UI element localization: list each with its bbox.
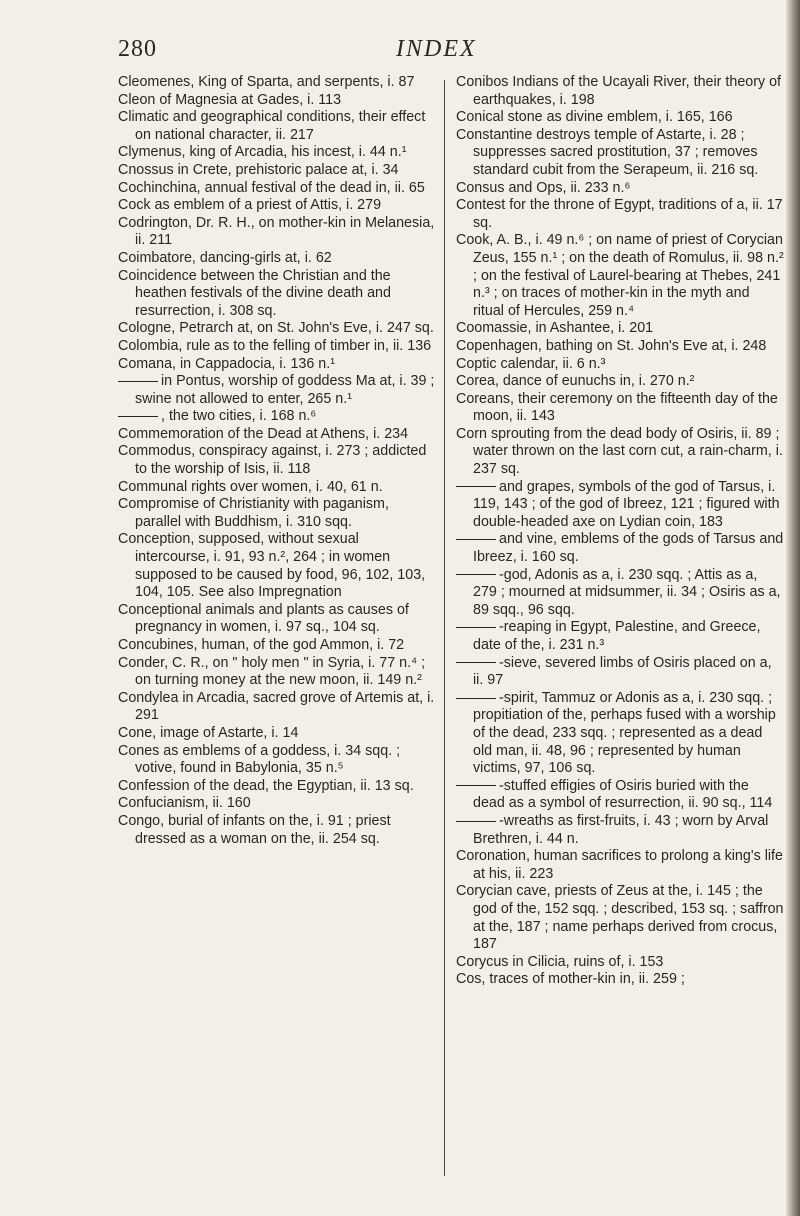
index-entry-text: Constantine destroys temple of Astarte, i. 28 ; suppresses sacred prostitution, 37 ; removes standard cubit from the Serapeum, ii. 216 sq. [456, 126, 759, 178]
index-entry [456, 109, 784, 127]
index-entry-text: Conical stone as divine emblem, i. 165, 166 [456, 109, 733, 126]
index-entry-text: Cock as emblem of a priest of Attis, i. 279 [118, 197, 382, 214]
index-entry-text: Corycus in Cilicia, ruins of, i. 153 [456, 953, 664, 970]
index-entry-text: -reaping in Egypt, Palestine, and Greece, date of the, i. 231 n.³ [473, 619, 761, 653]
index-entry-text: Congo, burial of infants on the, i. 91 ; priest dressed as a woman on the, ii. 254 sq. [118, 812, 391, 847]
index-column-right [456, 74, 784, 989]
index-entry [456, 373, 784, 391]
index-entry [118, 338, 436, 356]
index-entry [118, 109, 436, 144]
index-entry-text: Conibos Indians of the Ucayali River, their theory of earthquakes, i. 198 [456, 74, 782, 108]
index-entry-text: Comana, in Cappadocia, i. 136 n.¹ [118, 355, 335, 372]
column-divider [444, 80, 445, 1176]
index-entry [456, 197, 784, 232]
index-entry [456, 338, 784, 356]
index-entry-text: -wreaths as first-fruits, i. 43 ; worn by Arval Brethren, i. 44 n. [473, 812, 769, 847]
index-entry [118, 197, 436, 215]
index-entry-text: Commemoration of the Dead at Athens, i. 234 [118, 425, 409, 442]
index-entry [118, 320, 436, 338]
index-entry [456, 74, 784, 109]
index-entry-text: Cleon of Magnesia at Gades, i. 113 [118, 91, 342, 108]
repeat-dash [456, 486, 496, 487]
index-entry-text: Copenhagen, bathing on St. John's Eve at, i. 248 [456, 337, 767, 354]
index-entry-text: Conceptional animals and plants as causes of pregnancy in women, i. 97 sq., 104 sq. [118, 601, 409, 636]
index-entry-text: Coincidence between the Christian and the heathen festivals of the divine death and resurrection, i. 308 sq. [118, 267, 391, 319]
index-entry [456, 127, 784, 180]
index-entry-text: Cone, image of Astarte, i. 14 [118, 724, 299, 741]
repeat-dash [456, 539, 496, 540]
index-entry-text: Cones as emblems of a goddess, i. 34 sqq. ; votive, found in Babylonia, 35 n.⁵ [118, 742, 401, 777]
index-entry [456, 813, 784, 848]
index-entry [456, 971, 784, 989]
index-entry-text: Confession of the dead, the Egyptian, ii. 13 sq. [118, 777, 414, 794]
index-entry-text: Corn sprouting from the dead body of Osiris, ii. 89 ; water thrown on the last corn cut, a rain-charm, i. 237 sq. [456, 425, 783, 478]
index-entry-text: Contest for the throne of Egypt, traditions of a, ii. 17 sq. [456, 197, 783, 231]
index-entry-text: Cook, A. B., i. 49 n.⁶ ; on name of priest of Corycian Zeus, 155 n.¹ ; on the death of Romulus, ii. 98 n.² ; on the festival of Laurel-bearing at Thebes, 241 n.³ ; on traces of mother-kin in the myth and ritual of Hercules, 259 n.⁴ [456, 232, 784, 319]
index-entry [118, 373, 436, 408]
index-entry-text: Colombia, rule as to the felling of timber in, ii. 136 [118, 337, 432, 354]
repeat-dash [118, 381, 158, 382]
index-entry [456, 848, 784, 883]
index-entry [118, 356, 436, 374]
index-entry [456, 426, 784, 479]
index-entry [118, 408, 436, 426]
index-entry [118, 250, 436, 268]
index-entry [118, 268, 436, 321]
index-entry [456, 954, 784, 972]
index-entry-text: Communal rights over women, i. 40, 61 n. [118, 478, 383, 495]
index-entry-text: Condylea in Arcadia, sacred grove of Artemis at, i. 291 [118, 689, 435, 724]
index-entry [118, 215, 436, 250]
index-entry [118, 813, 436, 848]
running-head: INDEX [396, 36, 477, 62]
index-entry-text: Corycian cave, priests of Zeus at the, i. 145 ; the god of the, 152 sqq. ; described, 153 sq. ; saffron at the, 187 ; name perhaps derived from crocus, 187 [456, 883, 784, 953]
index-entry [456, 567, 784, 620]
repeat-dash [456, 574, 496, 575]
index-entry-text: Codrington, Dr. R. H., on mother-kin in Melanesia, ii. 211 [118, 214, 435, 249]
index-entry [118, 531, 436, 601]
index-entry [456, 619, 784, 654]
repeat-dash [118, 416, 158, 417]
index-entry [456, 690, 784, 778]
index-entry [456, 356, 784, 374]
index-entry-text: Concubines, human, of the god Ammon, i. 72 [118, 637, 405, 653]
index-entry [118, 690, 436, 725]
index-entry-text: Climatic and geographical conditions, their effect on national character, ii. 217 [118, 109, 426, 143]
index-entry-text: Consus and Ops, ii. 233 n.⁶ [456, 179, 631, 196]
index-entry-text: Coronation, human sacrifices to prolong a king's life at his, ii. 223 [456, 848, 783, 882]
index-entry-text: Cologne, Petrarch at, on St. John's Eve, i. 247 sq. [118, 320, 434, 337]
index-entry [118, 743, 436, 778]
index-entry-text: Conception, supposed, without sexual intercourse, i. 91, 93 n.², 264 ; in women supposed to be caused by food, 96, 102, 103, 104, 105. See also Impregnation [118, 531, 426, 601]
index-entry [456, 883, 784, 953]
index-entry [118, 92, 436, 110]
index-entry-text: in Pontus, worship of goddess Ma at, i. 39 ; swine not allowed to enter, 265 n.¹ [135, 373, 435, 407]
index-entry [456, 655, 784, 690]
index-entry-text: Coptic calendar, ii. 6 n.³ [456, 355, 606, 372]
index-entry-text: Cochinchina, annual festival of the dead in, ii. 65 [118, 179, 425, 196]
index-entry-text: Cos, traces of mother-kin in, ii. 259 ; [456, 971, 685, 988]
index-entry-text: Coreans, their ceremony on the fifteenth day of the moon, ii. 143 [456, 390, 778, 425]
page-edge [786, 0, 800, 1216]
index-entry [118, 162, 436, 180]
index-entry [118, 479, 436, 497]
index-entry [456, 232, 784, 320]
index-entry [118, 778, 436, 796]
index-entry [456, 180, 784, 198]
index-entry [456, 778, 784, 813]
repeat-dash [456, 821, 496, 822]
index-entry-text: Cleomenes, King of Sparta, and serpents, i. 87 [118, 74, 415, 90]
index-entry [456, 531, 784, 566]
index-entry [118, 637, 436, 655]
index-entry-text: Corea, dance of eunuchs in, i. 270 n.² [456, 373, 695, 390]
index-entry-text: and grapes, symbols of the god of Tarsus, i. 119, 143 ; of the god of Ibreez, 121 ; figured with double-headed axe on Lydian coin, 183 [473, 478, 780, 530]
index-entry [118, 602, 436, 637]
index-entry-text: Cnossus in Crete, prehistoric palace at, i. 34 [118, 161, 399, 178]
index-entry-text: Conder, C. R., on " holy men " in Syria, i. 77 n.⁴ ; on turning money at the new moon, ii. 149 n.² [118, 654, 426, 689]
index-entry-text: , the two cities, i. 168 n.⁶ [161, 408, 317, 425]
index-entry-text: Confucianism, ii. 160 [118, 795, 251, 812]
index-entry-text: Coimbatore, dancing-girls at, i. 62 [118, 249, 332, 266]
index-entry-text: Clymenus, king of Arcadia, his incest, i. 44 n.¹ [118, 144, 407, 161]
index-entry-text: Compromise of Christianity with paganism, parallel with Buddhism, i. 310 sqq. [118, 496, 389, 530]
index-entry [118, 180, 436, 198]
index-entry-text: Coomassie, in Ashantee, i. 201 [456, 320, 654, 337]
repeat-dash [456, 662, 496, 663]
repeat-dash [456, 785, 496, 786]
index-column-left [118, 74, 436, 848]
index-entry [118, 655, 436, 690]
index-entry [118, 74, 436, 92]
index-entry [456, 320, 784, 338]
index-entry-text: -spirit, Tammuz or Adonis as a, i. 230 sqq. ; propitiation of the, perhaps fused with a worship of the dead, 233 sqq. ; represented as a dead old man, ii. 48, 96 ; represented by human victims, 97, 106 sq. [473, 689, 776, 777]
index-entry-text: -god, Adonis as a, i. 230 sqq. ; Attis as a, 279 ; mourned at midsummer, ii. 34 ; Osiris as a, 89 sqq., 96 sqq. [473, 566, 781, 618]
index-entry [456, 479, 784, 532]
index-entry-text: -sieve, severed limbs of Osiris placed on a, ii. 97 [473, 654, 772, 689]
index-entry [118, 795, 436, 813]
index-entry [118, 443, 436, 478]
index-entry [118, 496, 436, 531]
index-entry-text: and vine, emblems of the gods of Tarsus and Ibreez, i. 160 sq. [473, 531, 784, 566]
index-entry-text: Commodus, conspiracy against, i. 273 ; addicted to the worship of Isis, ii. 118 [118, 443, 427, 478]
repeat-dash [456, 698, 496, 699]
index-entry [456, 391, 784, 426]
index-entry [118, 426, 436, 444]
repeat-dash [456, 627, 496, 628]
index-entry-text: -stuffed effigies of Osiris buried with the dead as a symbol of resurrection, ii. 90 sq., 114 [473, 777, 773, 812]
page-number: 280 [118, 36, 157, 62]
index-entry [118, 725, 436, 743]
index-entry [118, 144, 436, 162]
